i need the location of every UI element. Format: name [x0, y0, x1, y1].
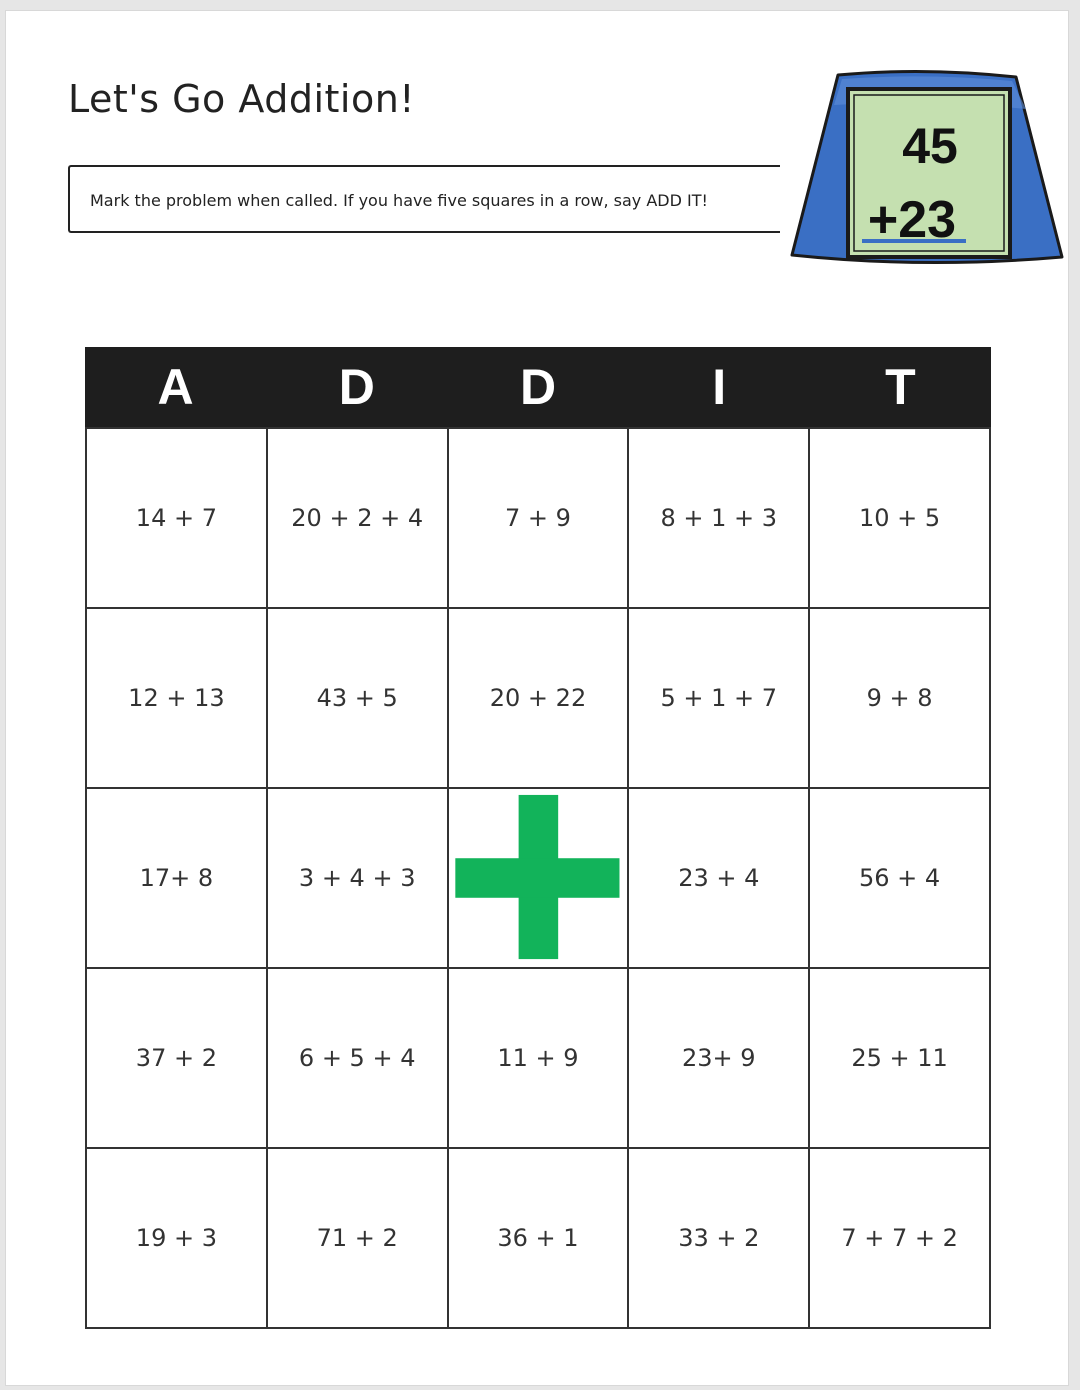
bingo-square[interactable]: 10 + 5	[810, 429, 991, 609]
bingo-square[interactable]: 8 + 1 + 3	[629, 429, 810, 609]
bingo-square[interactable]: 9 + 8	[810, 609, 991, 789]
bingo-square[interactable]: 11 + 9	[449, 969, 630, 1149]
bingo-square[interactable]: 37 + 2	[87, 969, 268, 1149]
logo-top-number: 45	[902, 118, 958, 174]
logo-bottom-number: +23	[867, 191, 957, 249]
bingo-square[interactable]: 3 + 4 + 3	[268, 789, 449, 969]
bingo-square[interactable]: 6 + 5 + 4	[268, 969, 449, 1149]
bingo-square[interactable]: 20 + 2 + 4	[268, 429, 449, 609]
header-letter: T	[885, 359, 916, 415]
bingo-square[interactable]: 19 + 3	[87, 1149, 268, 1329]
header-letter: D	[519, 359, 557, 415]
bingo-square[interactable]: 12 + 13	[87, 609, 268, 789]
bingo-square[interactable]: 23 + 4	[629, 789, 810, 969]
header-letter: D	[338, 359, 375, 415]
bingo-square[interactable]: 71 + 2	[268, 1149, 449, 1329]
worksheet-page	[5, 10, 1069, 1386]
bingo-square[interactable]: 43 + 5	[268, 609, 449, 789]
bingo-square[interactable]: 33 + 2	[629, 1149, 810, 1329]
bingo-square[interactable]: 7 + 9	[449, 429, 630, 609]
instructions-text: Mark the problem when called. If you have five squares in a row, say ADD IT!	[90, 191, 708, 210]
bingo-square[interactable]: 14 + 7	[87, 429, 268, 609]
bingo-square[interactable]: 23+ 9	[629, 969, 810, 1149]
bingo-square[interactable]: 20 + 22	[449, 609, 630, 789]
bingo-square[interactable]: 5 + 1 + 7	[629, 609, 810, 789]
bingo-header	[85, 347, 991, 427]
header-letter: A	[157, 359, 194, 415]
free-space[interactable]	[449, 789, 630, 969]
addition-card-logo	[784, 69, 1068, 269]
page-title: Let's Go Addition!	[68, 77, 416, 121]
green-plus-icon	[449, 789, 628, 967]
bingo-square[interactable]: 17+ 8	[87, 789, 268, 969]
instructions-box	[68, 165, 780, 233]
bingo-board	[85, 347, 991, 1329]
bingo-square[interactable]: 25 + 11	[810, 969, 991, 1149]
bingo-square[interactable]: 36 + 1	[449, 1149, 630, 1329]
bingo-square[interactable]: 56 + 4	[810, 789, 991, 969]
header-letter: I	[712, 359, 727, 415]
bingo-square[interactable]: 7 + 7 + 2	[810, 1149, 991, 1329]
bingo-grid	[85, 427, 991, 1329]
